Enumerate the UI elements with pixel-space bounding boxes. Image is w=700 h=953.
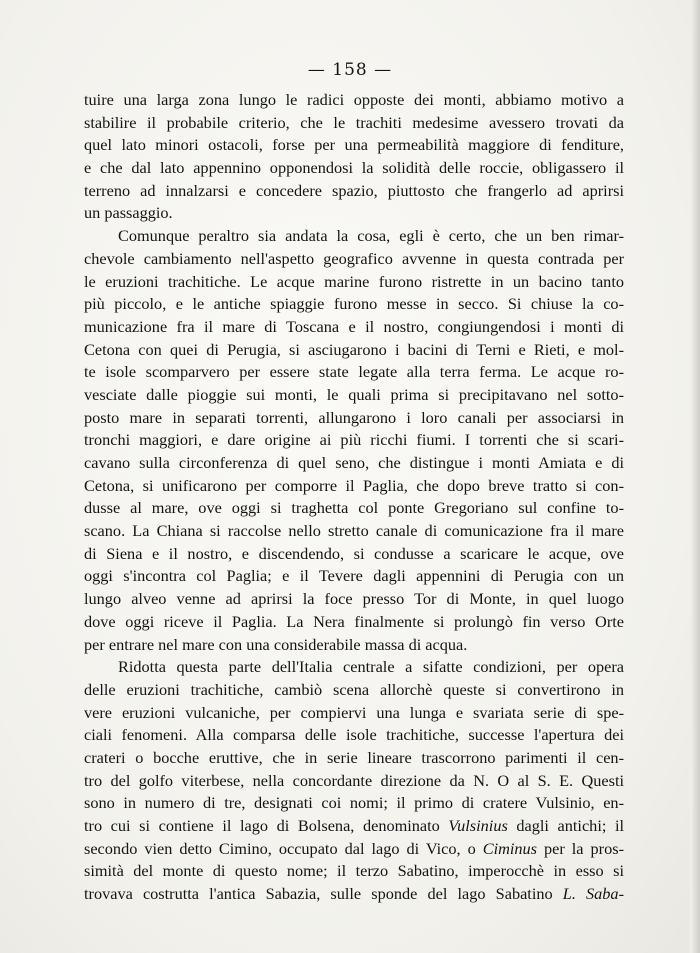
text-line: delle eruzioni trachitiche, cambiò scena allorchè queste si convertirono in: [84, 679, 624, 699]
text-line: Comunque peraltro sia andata la cosa, egli è certo, che un ben rimar-: [118, 226, 624, 246]
italic-term: Vulsinius: [448, 816, 508, 835]
text-line: di Siena e il nostro, e discendendo, si condusse a scaricare le acque, ove: [84, 543, 624, 563]
text-line: chevole cambiamento nell'aspetto geografico avvenne in questa contrada per: [84, 248, 624, 268]
text-line: dusse al mare, ove oggi si traghetta col ponte Gregoriano sul confine to-: [84, 498, 624, 518]
text-segment: tro cui si contiene il lago di Bolsena, denominato: [84, 816, 449, 835]
text-line: vere eruzioni vulcaniche, per compiervi una lunga e svariata serie di spe-: [84, 702, 624, 722]
text-line: le eruzioni trachitiche. Le acque marine furono ristrette in un bacino tanto: [84, 271, 624, 291]
text-line: per entrare nel mare con una considerabile massa di acqua.: [84, 634, 468, 654]
text-line: un passaggio.: [84, 203, 173, 223]
text-line: quel lato minori ostacoli, forse per una permeabilità maggiore di fenditure,: [84, 135, 624, 155]
text-line: più piccolo, e le antiche spiaggie furono messe in secco. Si chiuse la co-: [84, 294, 624, 314]
text-segment: simità del monte di questo nome; il terzo Sabatino, imperocchè in esso si: [84, 861, 624, 881]
text-line: [84, 860, 624, 883]
text-line: [84, 883, 624, 906]
italic-term: L. Saba-: [562, 884, 624, 904]
text-line: sono in numero di tre, designati coi nomi; il primo di cratere Vulsinio, en-: [84, 793, 624, 813]
text-line: dove oggi riceve il Paglia. La Nera finalmente si prolungò fin verso Orte: [84, 611, 624, 631]
italic-term: Ciminus: [482, 838, 538, 858]
text-line: ciali fenomeni. Alla comparsa delle isole trachitiche, successe l'apertura dei: [84, 725, 624, 745]
text-line: cavano sulla circonferenza di quel seno, che distingue i monti Amiata e di: [84, 453, 624, 472]
text-line: terreno ad innalzarsi e concedere spazio, piuttosto che frangerlo ad aprirsi: [84, 180, 624, 200]
text-line: Cetona con quei di Perugia, si asciugarono i bacini di Terni e Rieti, e mol-: [84, 339, 624, 359]
text-line: Cetona, si unificarono per comporre il Paglia, che dopo breve tratto si con-: [84, 475, 624, 495]
text-line: oggi s'incontra col Paglia; e il Tevere dagli appennini di Perugia con un: [84, 566, 624, 586]
text-line: tuire una larga zona lungo le radici opposte dei monti, abbiamo motivo a: [84, 90, 624, 109]
text-line: [84, 815, 624, 838]
text-line: te isole scomparvero per essere state legate alla terra ferma. Le acque ro-: [84, 362, 624, 382]
text-line: Ridotta questa parte dell'Italia centrale a sifatte condizioni, per opera: [118, 657, 624, 677]
text-line: scano. La Chiana si raccolse nello stretto canale di comunicazione fra il mare: [84, 521, 624, 541]
text-line: lungo alveo venne ad aprirsi la foce presso Tor di Monte, in quel luogo: [84, 589, 624, 609]
text-line: municazione fra il mare di Toscana e il nostro, congiungendosi i monti di: [84, 316, 624, 336]
text-line: vesciate dalle pioggie sui monti, le quali prima si precipitavano nel sotto-: [84, 384, 624, 404]
text-line: tro del golfo viterbese, nella concordante direzione da N. O al S. E. Questi: [84, 770, 624, 790]
text-line: stabilire il probabile criterio, che le trachiti medesime avessero trovati da: [84, 112, 624, 132]
text-line: e che dal lato appennino opponendosi la solidità delle roccie, obligassero il: [84, 158, 624, 178]
body-text: [84, 89, 624, 906]
text-segment: secondo vien detto Cimino, occupato dal lago di Vico, o: [84, 838, 483, 858]
text-segment: per la pros-: [537, 838, 624, 858]
page-gutter-shadow: [690, 0, 700, 953]
text-segment: dagli antichi; il: [507, 816, 625, 835]
text-line: [84, 838, 624, 861]
text-line: crateri o bocche eruttive, che in serie lineare trascorrono parimenti il cen-: [84, 747, 624, 767]
text-line: posto mare in separati torrenti, allungarono i loro canali per associarsi in: [84, 407, 624, 427]
text-line: tronchi maggiori, e dare origine ai più ricchi fiumi. I torrenti che si scari-: [84, 430, 624, 450]
page-number: — 158 —: [307, 60, 393, 80]
text-segment: trovava costrutta l'antica Sabazia, sulle sponde del lago Sabatino: [84, 884, 563, 904]
